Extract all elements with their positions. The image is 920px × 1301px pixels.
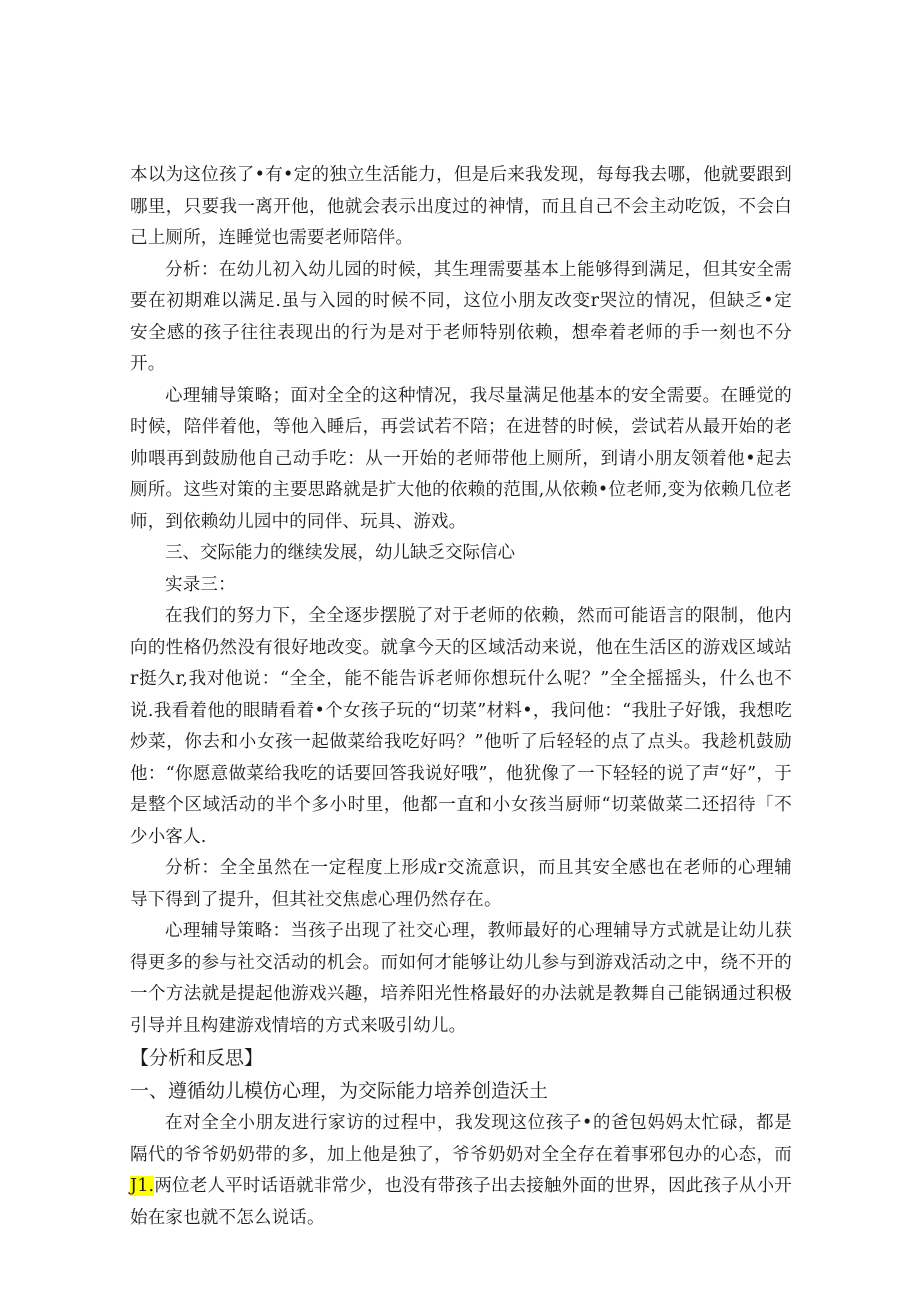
paragraph-1: 本以为这位孩了•有•定的独立生活能力，但是后来我发现，每每我去哪，他就要跟到哪里，只要我一离开他，他就会表示出度过的神情，而且自己不会主动吃饭，不会白己上厕所，连睡觉也需要老师陪伴。 xyxy=(130,165,792,248)
section-heading-3: 三、交际能力的继续发展，幼儿缺乏交际信心 xyxy=(165,543,515,563)
paragraph-record-3: 在我们的努力下，全全逐步摆脱了对于老师的依赖，然而可能语言的限制，他内向的性格仍然没有很好地改变。就拿今天的区域活动来说，他在生活区的游戏区域站r挺久r,我对他说：“全全，能不能告诉老师你想玩什么呢？”全全摇摇头，什么也不说.我看着他的眼睛看着•个女孩子玩的“切菜”材料•，我问他：“我肚子好饿，我想吃炒菜，你去和小女孩一起做菜给我吃好吗？”他听了后轻轻的点了点头。我趁机鼓励他：“你愿意做菜给我吃的话要回答我说好哦”，他犹像了一下轻轻的说了声“好”，于是整个区域活动的半个多小时里，他都一直和小女孩当厨师“切菜做菜二还招待「不少小客人. xyxy=(130,606,792,847)
paragraph-home-visit xyxy=(130,1108,792,1234)
strategy-text: ；面对全全的这种情况，我尽量满足他基本的安全需要。在睡觉的时候，陪伴着他，等他入睡后，再尝试若不陪；在进替的时候，尝试若从最开始的老帅喂再到鼓励他自己动手吃：从一开始的老师带他上厕所，到请小朋友领着他•起去厕所。这些对策的主要思路就是扩大他的依赖的范围,从依赖•位老师,变为依赖几位老师，到依赖幼儿园中的同伴、玩具、游戏。 xyxy=(130,385,792,532)
record-label-3: 实录三： xyxy=(165,574,236,595)
paragraph-analysis-1 xyxy=(130,255,792,381)
analysis-reflection-heading: 【分析和反思】 xyxy=(130,1047,264,1069)
analysis-label: 分析 xyxy=(165,858,202,878)
home-visit-text-a: 在对全全小朋友进行家访的过程中，我发现这位孩子•的爸包妈妈太忙碌，都是隔代的爷爷奶奶带的多，加上他是独了，爷爷奶奶对全全存在着事邪包办的心态，而 xyxy=(130,1113,792,1165)
analysis-label: 分析 xyxy=(165,259,201,280)
document-body xyxy=(130,160,792,1234)
paragraph-analysis-2 xyxy=(130,853,792,916)
home-visit-text-b: 两位老人平时话语就非常少，也没有带孩子出去接触外面的世界，因此孩子从小开始在家也就不怎么说话。 xyxy=(130,1176,792,1228)
paragraph-strategy-1 xyxy=(130,381,792,539)
analysis-text: ：全全虽然在一定程度上形成r交流意识，而且其安全感也在老师的心理辅导下得到了提升，但其社交焦虑心理仍然存在。 xyxy=(130,858,793,910)
strategy-text: ：当孩子出现了社交心理，教师最好的心理辅导方式就是让幼儿获得更多的参与社交活动的机会。而如何才能够让幼儿参与到游戏活动之中，绕不开的一个方法就是提起他游戏兴趣，培养阳光性格最好的办法就是教舞自己能锅通过积极引导并且构建游戏情培的方式来吸引幼儿。 xyxy=(130,921,792,1036)
strategy-label: 心理辅导策略 xyxy=(165,385,273,406)
highlighted-text: J1. xyxy=(130,1176,155,1196)
section-heading-1: 一、遵循幼儿模仿心理，为交际能力培养创造沃土 xyxy=(130,1080,549,1102)
analysis-text: ：在幼儿初入幼儿园的时候，其生理需要基本上能够得到满足，但其安全需要在初期难以满足.虽与入园的时候不同，这位小朋友改变r哭泣的情况，但缺乏•定安全感的孩子往往表现出的行为是对于老师特别依赖，想牵着老师的手一刻也不分开。 xyxy=(130,259,792,374)
paragraph-strategy-2 xyxy=(130,916,792,1042)
strategy-label: 心理辅导策略 xyxy=(165,921,273,941)
